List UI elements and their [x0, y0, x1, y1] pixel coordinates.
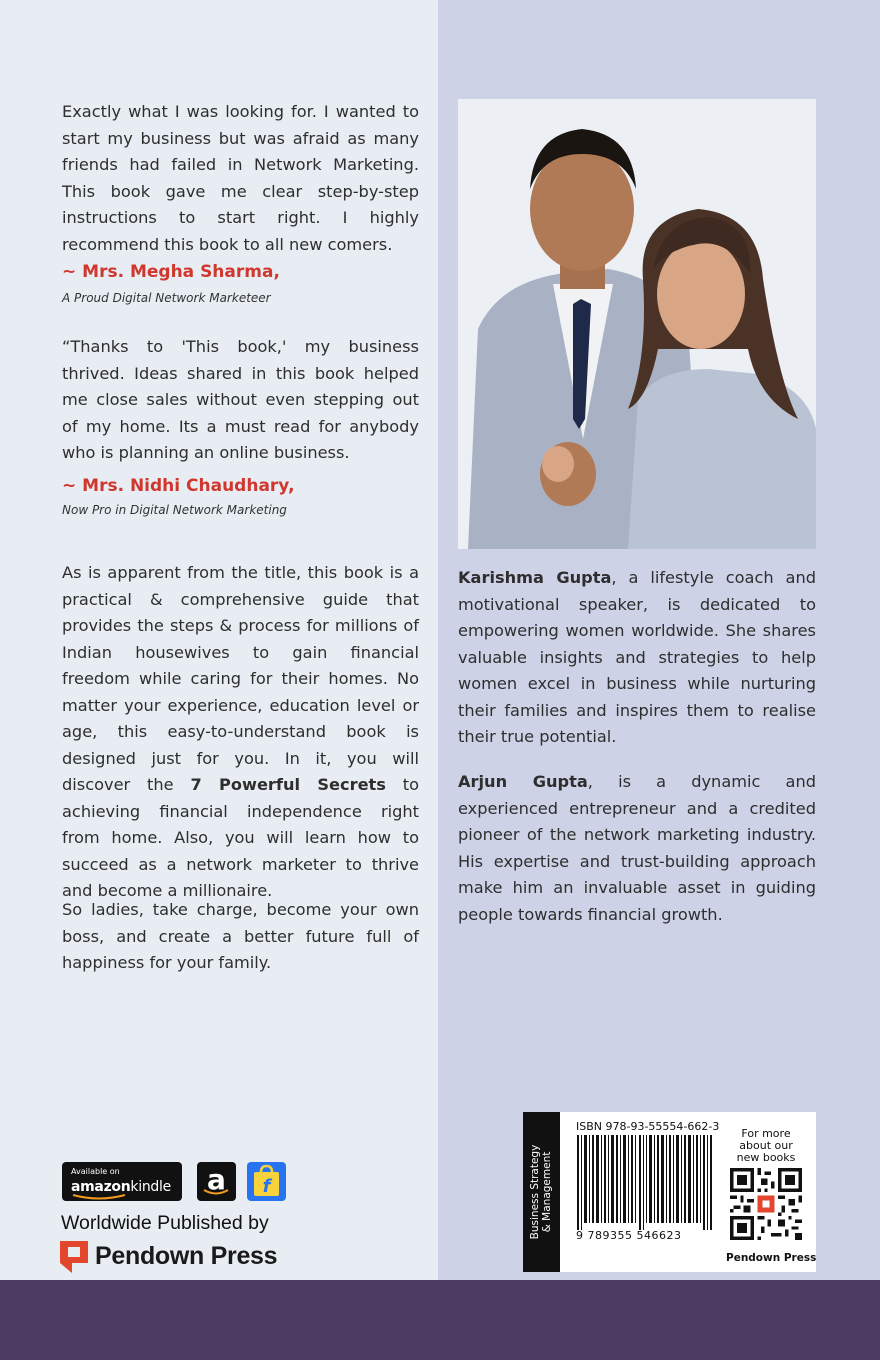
category-label	[529, 1145, 553, 1240]
amazon-smile-icon	[72, 1194, 127, 1200]
testimonial-1-text: Exactly what I was looking for. I wanted to start my business but was afraid as many friends had failed in Network Marketing. This book gave me clear step-by-step instructions to start right. I highly recommend this book to all new comers.	[62, 102, 419, 254]
description-part1: As is apparent from the title, this book is a practical & comprehensive guide that provides the steps & process for millions of Indian housewives to gain financial freedom while caring for their homes. No matter your experience, education level or age, this easy-to-understand book is designed just for you. In it, you will discover the	[62, 563, 419, 794]
bottom-band	[0, 1280, 880, 1360]
svg-text:f: f	[262, 1176, 271, 1197]
book-description	[62, 560, 419, 905]
description-highlight: 7 Powerful Secrets	[190, 775, 386, 794]
amazon-badge-letter: a	[207, 1163, 226, 1196]
testimonial-1-role: A Proud Digital Network Marketeer	[62, 291, 271, 305]
kindle-badge-caption: Available on	[71, 1167, 120, 1176]
isbn-digits: 9 789355 546623	[576, 1229, 682, 1242]
qr-code-icon	[730, 1168, 802, 1240]
author-bio-arjun-text: , is a dynamic and experienced entrepreneur and a credited pioneer of the network marketing industry. His expertise and trust-building approach make him an invaluable asset in guiding people towards financial growth.	[458, 772, 816, 924]
publisher-small-name: Pendown Press	[726, 1252, 817, 1264]
category-line-2: & Management	[541, 1151, 553, 1233]
author-bio-karishma	[458, 565, 816, 751]
kindle-badge-amazon: amazon	[71, 1179, 131, 1195]
testimonial-2-name: ~ Mrs. Nidhi Chaudhary,	[62, 476, 295, 496]
flipkart-badge	[247, 1162, 286, 1201]
author-name-karishma: Karishma Gupta	[458, 568, 612, 587]
author-photo	[458, 99, 816, 549]
category-line-1: Business Strategy	[529, 1144, 541, 1240]
published-by-line: Worldwide Published by	[61, 1212, 269, 1234]
author-bio-karishma-text: , a lifestyle coach and motivational speaker, is dedicated to empowering women worldwide. She shares valuable insights and strategies to help women excel in business while nurturing their families and inspires them to realise their true potential.	[458, 568, 816, 746]
description-part2: to achieving financial independence right from home. Also, you will learn how to succeed as a network marketer to thrive and become a millionaire.	[62, 775, 419, 900]
amazon-arrow-icon	[203, 1189, 230, 1196]
author-bio-arjun	[458, 769, 816, 928]
publisher-name: Pendown Press	[95, 1242, 278, 1270]
kindle-badge-kindle: kindle	[130, 1179, 171, 1195]
amazon-kindle-badge	[62, 1162, 182, 1201]
amazon-badge	[197, 1162, 236, 1201]
kindle-badge-wordmark	[71, 1179, 171, 1195]
flipkart-bag-icon	[247, 1162, 286, 1201]
barcode-graphic	[573, 1135, 718, 1230]
author-name-arjun: Arjun Gupta	[458, 772, 588, 791]
more-books-text: For more about our new books	[736, 1127, 796, 1164]
testimonial-1-name: ~ Mrs. Megha Sharma,	[62, 262, 280, 282]
pendown-logo-icon	[60, 1241, 88, 1273]
testimonial-2-role: Now Pro in Digital Network Marketing	[62, 503, 287, 517]
testimonial-2-text: “Thanks to 'This book,' my business thrived. Ideas shared in this book helped me close sales without even stepping out of my home. Its a must read for anybody who is planning an online business.	[62, 337, 419, 462]
isbn-label: ISBN 978-93-55554-662-3	[576, 1120, 720, 1133]
closing-paragraph: So ladies, take charge, become your own boss, and create a better future full of happiness for your family.	[62, 900, 419, 972]
author-photo-illustration	[458, 99, 816, 549]
